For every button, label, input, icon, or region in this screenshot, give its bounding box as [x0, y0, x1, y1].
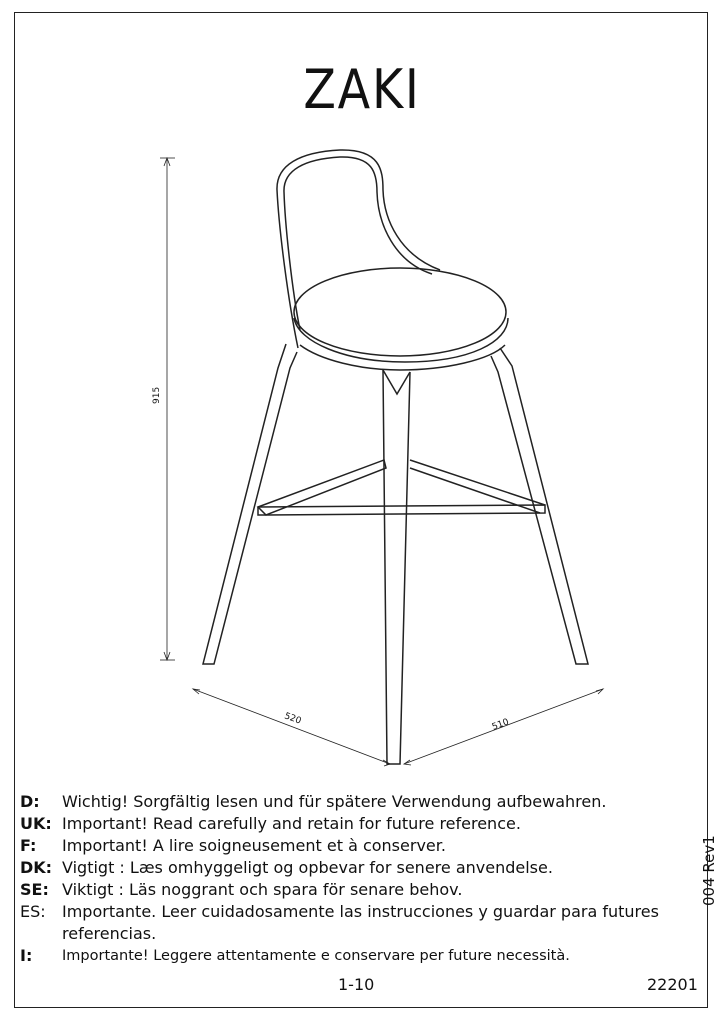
- lang-text: Importante! Leggere attentamente e conservare per future necessità.: [62, 948, 570, 964]
- lang-text: Wichtig! Sorgfältig lesen und für spätere Verwendung aufbewahren.: [62, 792, 607, 811]
- width-dimension: [193, 689, 390, 766]
- depth-label: 510: [490, 717, 511, 733]
- lang-row-se: [20, 879, 700, 901]
- seat-top: [294, 268, 506, 356]
- revision-label: 004 Rev1: [700, 835, 718, 906]
- lang-code: F:: [20, 836, 37, 855]
- lang-row-de: [20, 791, 700, 813]
- lang-text: Importante. Leer cuidadosamente las instrucciones y guardar para futures referencias.: [62, 902, 659, 943]
- width-label: 520: [282, 711, 303, 727]
- lang-code: DK:: [20, 858, 53, 877]
- language-instructions: [20, 791, 700, 967]
- height-label: 915: [152, 386, 162, 404]
- document-number: 22201: [647, 975, 698, 994]
- page-number: 1-10: [338, 975, 375, 994]
- lang-row-it: [20, 945, 700, 967]
- lang-text: Vigtigt : Læs omhyggeligt og opbevar for senere anvendelse.: [62, 858, 553, 877]
- lang-row-dk: [20, 857, 700, 879]
- lang-code: I:: [20, 946, 33, 965]
- backrest-inner: [284, 157, 432, 330]
- lang-row-es: [20, 901, 700, 945]
- seat-under: [300, 345, 505, 370]
- height-dimension: [160, 158, 175, 660]
- lang-row-fr: [20, 835, 700, 857]
- backrest-outline: [277, 150, 440, 348]
- lang-text: Important! A lire soigneusement et à conserver.: [62, 836, 446, 855]
- lang-code: SE:: [20, 880, 49, 899]
- leg-front-left: [203, 344, 297, 664]
- lang-row-uk: [20, 813, 700, 835]
- leg-front-center: [383, 370, 410, 764]
- lang-code: UK:: [20, 814, 52, 833]
- lang-text: Important! Read carefully and retain for future reference.: [62, 814, 521, 833]
- lang-code: D:: [20, 792, 40, 811]
- product-title: ZAKI: [303, 58, 421, 121]
- lang-code: ES:: [20, 902, 46, 921]
- lang-text: Viktigt : Läs noggrant och spara för senare behov.: [62, 880, 463, 899]
